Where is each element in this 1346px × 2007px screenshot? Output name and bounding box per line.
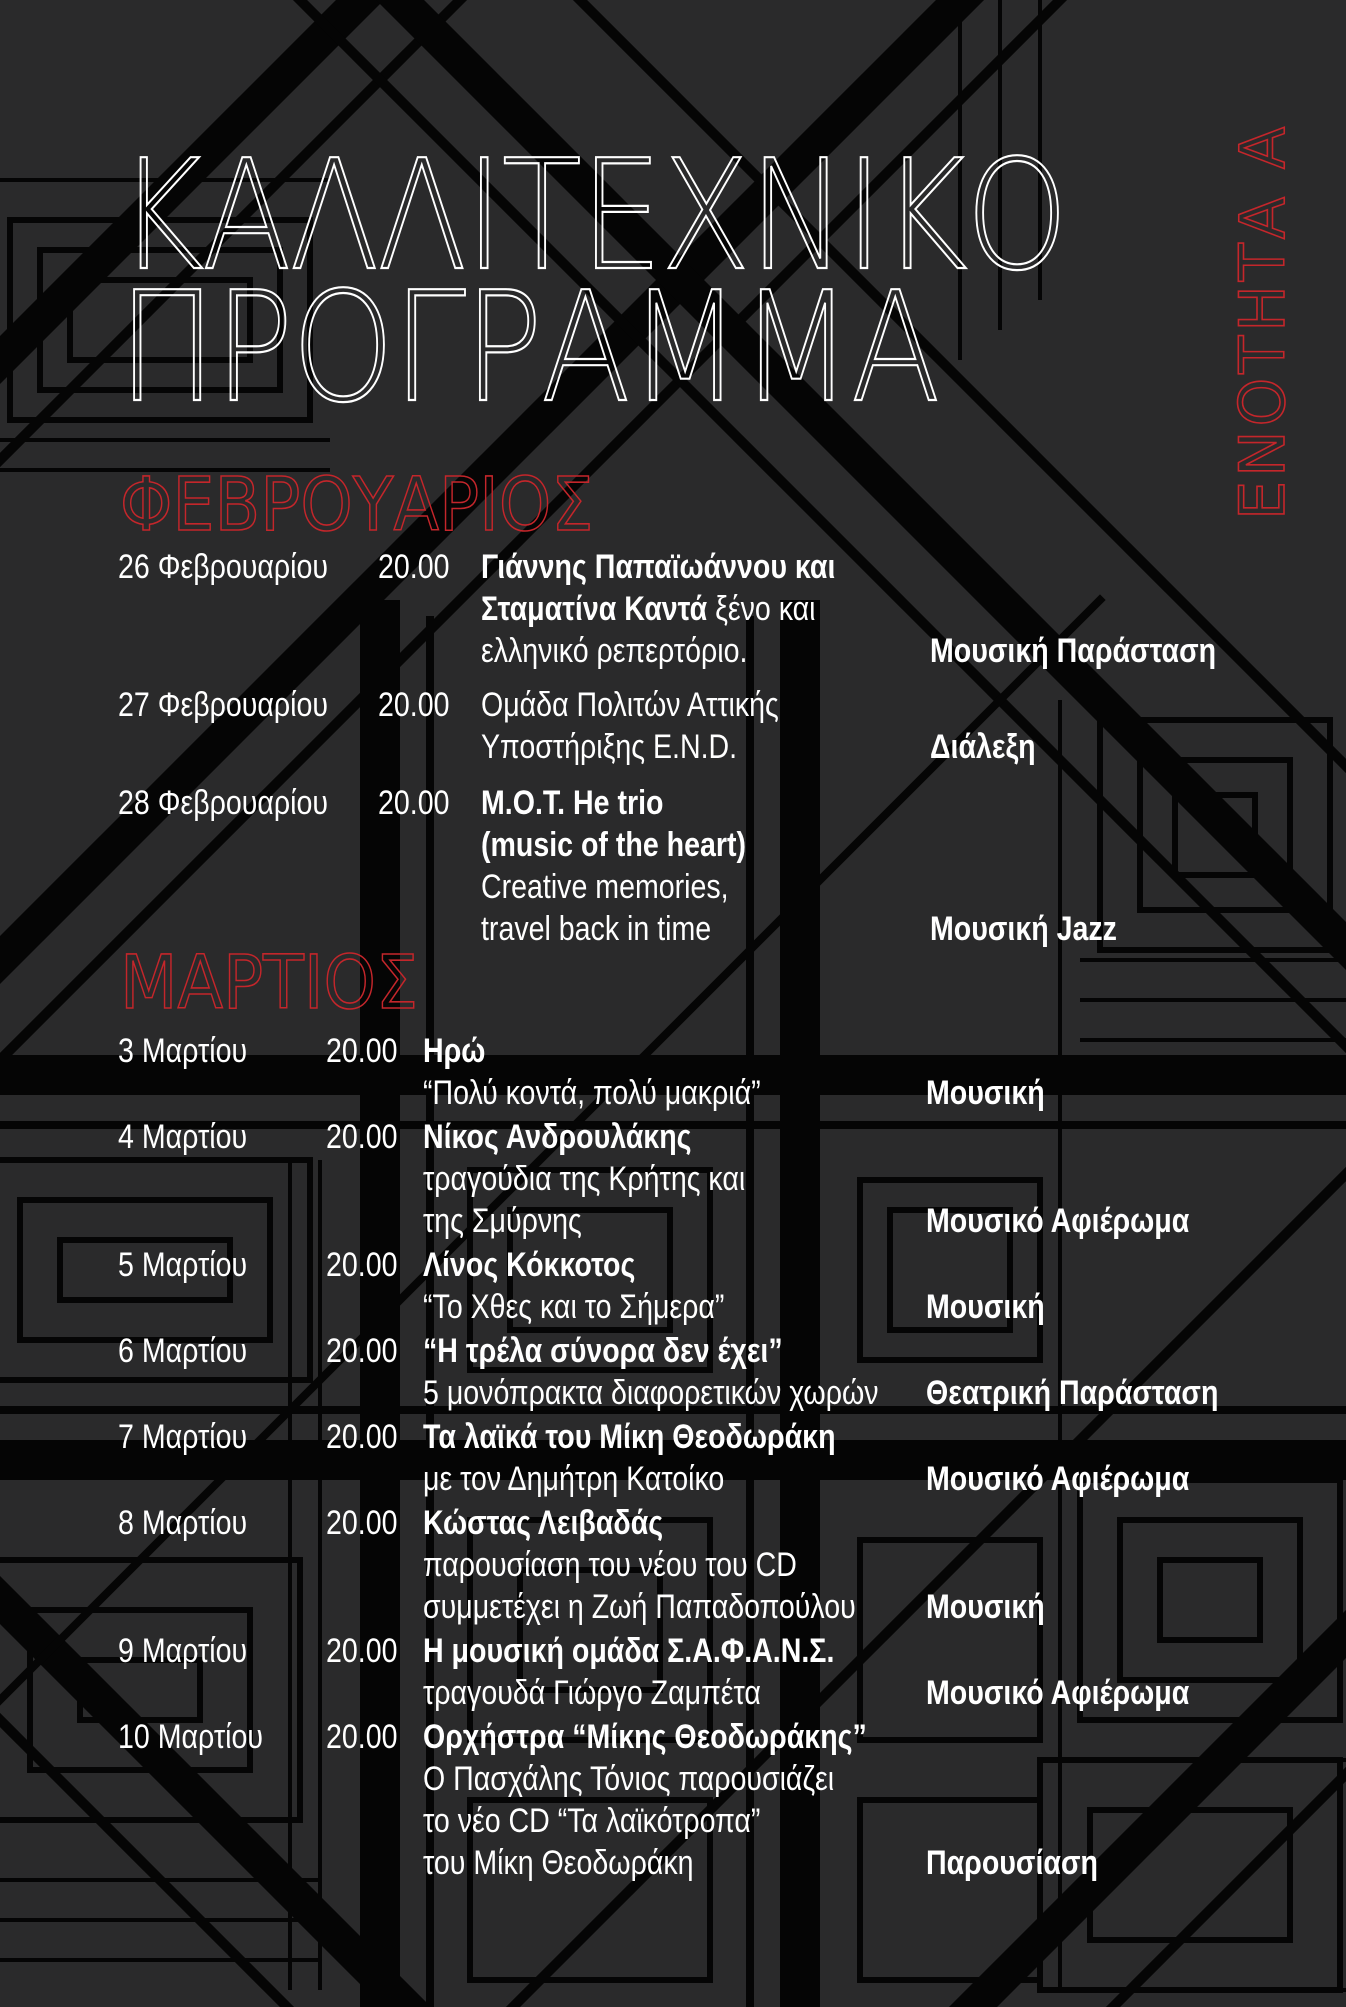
event-detail: της Σμύρνης xyxy=(423,1202,582,1240)
event-description-line xyxy=(423,1630,834,1672)
event-category: Μουσικό Αφιέρωμα xyxy=(926,1202,1190,1240)
event-time: 20.00 xyxy=(326,1246,398,1284)
event-date: 28 Φεβρουαρίου xyxy=(118,784,329,822)
event-date: 7 Μαρτίου xyxy=(118,1418,248,1456)
event-detail: “Πολύ κοντά, πολύ μακριά” xyxy=(423,1074,761,1112)
event-title: Η μουσική ομάδα Σ.Α.Φ.Α.Ν.Σ. xyxy=(423,1632,835,1670)
month-heading-february: ΦΕΒΡΟΥΑΡΙΟΣ xyxy=(120,462,594,548)
event-category: Θεατρική Παράσταση xyxy=(926,1374,1219,1412)
title-line-1: ΚΑΛΛΙΤΕΧΝΙΚΟ xyxy=(118,127,1067,304)
event-detail: 5 μονόπρακτα διαφορετικών χωρών xyxy=(423,1374,879,1412)
event-description-line xyxy=(481,684,779,726)
event-title: Νίκος Ανδρουλάκης xyxy=(423,1118,692,1156)
event-detail: συμμετέχει η Ζωή Παπαδοπούλου xyxy=(423,1588,856,1626)
event-time: 20.00 xyxy=(326,1332,398,1370)
event-category: Μουσική xyxy=(926,1074,1045,1112)
month-heading-march: ΜΑΡΤΙΟΣ xyxy=(120,940,419,1026)
event-date: 3 Μαρτίου xyxy=(118,1032,248,1070)
event-detail: του Μίκη Θεοδωράκη xyxy=(423,1844,694,1882)
event-date: 9 Μαρτίου xyxy=(118,1632,248,1670)
event-title: Λίνος Κόκκοτος xyxy=(423,1246,636,1284)
event-category: Μουσική xyxy=(926,1588,1045,1626)
event-detail: με τον Δημήτρη Κατοίκο xyxy=(423,1460,725,1498)
event-title: Τα λαϊκά του Μίκη Θεοδωράκη xyxy=(423,1418,836,1456)
event-description-line xyxy=(481,588,816,630)
event-title: Σταματίνα Καντά xyxy=(481,590,708,628)
event-category: Μουσικό Αφιέρωμα xyxy=(926,1674,1190,1712)
event-detail: Ομάδα Πολιτών Αττικής xyxy=(481,686,779,724)
event-description-line xyxy=(423,1716,867,1758)
event-description-line xyxy=(481,866,729,908)
event-title: Γιάννης Παπαϊωάννου και xyxy=(481,548,836,586)
event-time: 20.00 xyxy=(326,1032,398,1070)
event-description-line xyxy=(481,630,747,672)
event-title: “Η τρέλα σύνορα δεν έχει” xyxy=(423,1332,783,1370)
event-detail: Υποστήριξης E.N.D. xyxy=(481,728,738,766)
event-description-line xyxy=(423,1416,836,1458)
event-time: 20.00 xyxy=(378,784,450,822)
event-date: 4 Μαρτίου xyxy=(118,1118,248,1156)
event-date: 10 Μαρτίου xyxy=(118,1718,263,1756)
event-description-line xyxy=(423,1758,834,1800)
event-category: Παρουσίαση xyxy=(926,1844,1098,1882)
event-description-line xyxy=(423,1244,635,1286)
event-description-line xyxy=(423,1502,663,1544)
event-description-line xyxy=(423,1842,694,1884)
event-date: 27 Φεβρουαρίου xyxy=(118,686,329,724)
event-description-line xyxy=(423,1116,692,1158)
event-date: 6 Μαρτίου xyxy=(118,1332,248,1370)
event-title: (music of the heart) xyxy=(481,826,747,864)
event-detail: ελληνικό ρεπερτόριο. xyxy=(481,632,748,670)
event-description-line xyxy=(423,1586,856,1628)
event-category: Μουσικό Αφιέρωμα xyxy=(926,1460,1190,1498)
event-description-line xyxy=(481,782,663,824)
event-time: 20.00 xyxy=(378,686,450,724)
event-detail: τραγουδά Γιώργο Ζαμπέτα xyxy=(423,1674,761,1712)
event-date: 8 Μαρτίου xyxy=(118,1504,248,1542)
event-detail: Creative memories, xyxy=(481,868,729,906)
event-description-line xyxy=(423,1158,745,1200)
title-line-2: ΠΡΟΓΡΑΜΜΑ xyxy=(118,259,939,436)
event-description-line xyxy=(481,824,746,866)
event-detail: travel back in time xyxy=(481,910,712,948)
event-time: 20.00 xyxy=(326,1632,398,1670)
event-time: 20.00 xyxy=(326,1504,398,1542)
event-detail: παρουσίαση του νέου του CD xyxy=(423,1546,797,1584)
event-description-line xyxy=(481,726,737,768)
event-detail: το νέο CD “Τα λαϊκότροπα” xyxy=(423,1802,761,1840)
event-description-line xyxy=(481,546,835,588)
event-date: 5 Μαρτίου xyxy=(118,1246,248,1284)
event-time: 20.00 xyxy=(326,1418,398,1456)
event-detail: “Το Χθες και το Σήμερα” xyxy=(423,1288,725,1326)
event-detail: Ο Πασχάλης Τόνιος παρουσιάζει xyxy=(423,1760,835,1798)
event-detail: τραγούδια της Κρήτης και xyxy=(423,1160,746,1198)
event-description-line xyxy=(423,1072,761,1114)
event-category: Διάλεξη xyxy=(930,728,1036,766)
event-category: Μουσική Παράσταση xyxy=(930,632,1217,670)
event-description-line xyxy=(423,1672,761,1714)
event-title: Κώστας Λειβαδάς xyxy=(423,1504,664,1542)
event-time: 20.00 xyxy=(378,548,450,586)
event-title: M.O.T. He trio xyxy=(481,784,664,822)
section-label: ΕΝΟΤΗΤΑ Α xyxy=(1226,122,1299,520)
event-description-line xyxy=(423,1458,724,1500)
event-description-line xyxy=(423,1200,582,1242)
event-time: 20.00 xyxy=(326,1718,398,1756)
event-title: Ηρώ xyxy=(423,1032,486,1070)
event-description-line xyxy=(423,1286,724,1328)
event-detail: ξένο και xyxy=(707,590,816,628)
event-description-line xyxy=(423,1030,485,1072)
event-description-line xyxy=(481,908,711,950)
event-description-line xyxy=(423,1372,879,1414)
event-date: 26 Φεβρουαρίου xyxy=(118,548,329,586)
event-description-line xyxy=(423,1800,760,1842)
event-category: Μουσική Jazz xyxy=(930,910,1117,948)
event-title: Ορχήστρα “Μίκης Θεοδωράκης” xyxy=(423,1718,867,1756)
event-category: Μουσική xyxy=(926,1288,1045,1326)
event-description-line xyxy=(423,1330,783,1372)
event-time: 20.00 xyxy=(326,1118,398,1156)
event-description-line xyxy=(423,1544,797,1586)
